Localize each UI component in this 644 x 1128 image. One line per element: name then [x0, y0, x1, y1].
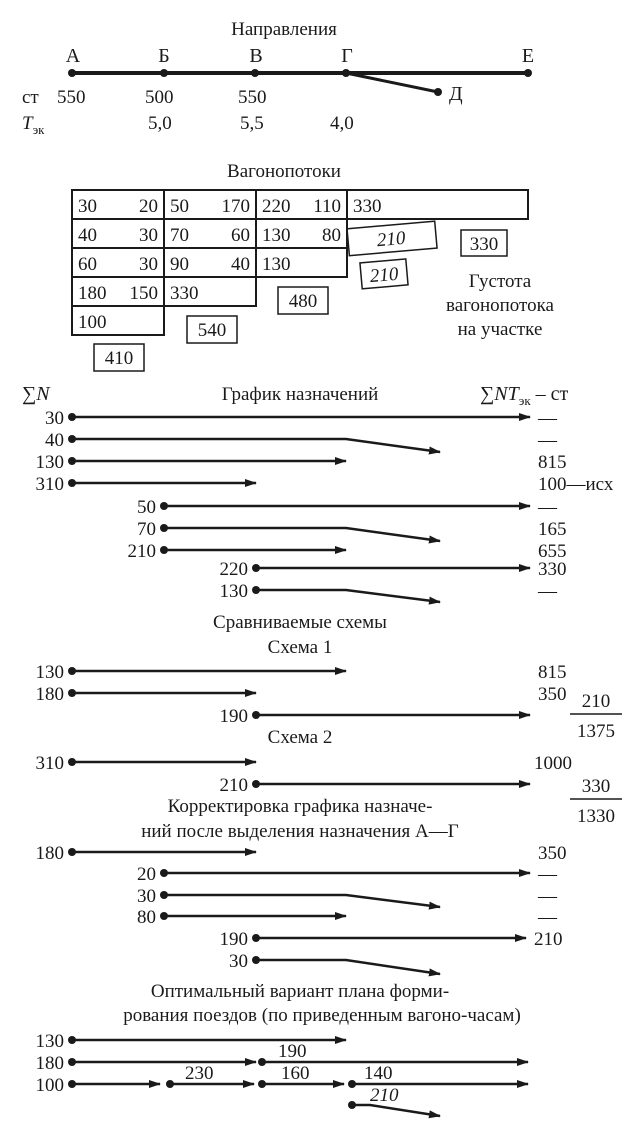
tilted-box-value: 210	[376, 227, 407, 252]
station-label-e: Е	[521, 45, 535, 67]
flow-count: 130	[35, 452, 64, 473]
sum-n-header	[22, 383, 51, 405]
segment-label: 190	[278, 1041, 307, 1062]
compare-section	[36, 612, 623, 827]
flow-count: 190	[219, 929, 248, 950]
station-label-v: В	[249, 45, 263, 67]
flows-title: Вагонопотоки	[227, 161, 341, 182]
sum-nt-header	[480, 383, 569, 408]
nt-symbol: NT	[494, 383, 519, 405]
result-value: 655	[538, 541, 567, 562]
correction-section	[36, 796, 567, 974]
flow-density-value: 410	[104, 348, 134, 369]
flow-density-value: 330	[469, 234, 499, 255]
flow-count: 100	[35, 1075, 64, 1096]
station-label-d: Д	[449, 83, 463, 105]
station-node-v	[251, 69, 259, 77]
result-value: —	[538, 497, 557, 518]
t-value-v: 5,5	[240, 113, 264, 134]
optimal-section	[36, 981, 529, 1116]
assignment-arrow	[164, 895, 440, 907]
flow-value: 30	[139, 225, 158, 246]
segment-label: 210	[370, 1085, 399, 1106]
result-value: 815	[538, 662, 567, 683]
flow-count: 180	[35, 843, 64, 864]
result-value: 210	[534, 929, 563, 950]
flow-value: 80	[322, 225, 341, 246]
flow-count: 210	[127, 541, 156, 562]
flow-value: 170	[221, 196, 250, 217]
scheme2-title: Схема 2	[267, 727, 333, 748]
station-label-a: А	[65, 45, 81, 67]
density-caption-line: вагонопотока	[446, 295, 554, 316]
flow-value: 220	[262, 196, 291, 217]
nt-subscript: эк	[518, 393, 531, 408]
flow-count: 190	[219, 706, 248, 727]
assignment-arrow	[164, 528, 440, 541]
station-node-g	[342, 69, 350, 77]
flow-value: 130	[262, 225, 291, 246]
result-value: 100—исх	[538, 474, 614, 495]
sum-sign: ∑	[480, 383, 495, 405]
segment-label: 230	[185, 1063, 214, 1084]
station-label-g: Г	[341, 45, 353, 67]
sum-sign: ∑	[22, 383, 37, 405]
flow-value: 40	[78, 225, 97, 246]
assignment-arrow	[72, 439, 440, 452]
station-node-a	[68, 69, 76, 77]
correction-title-line: ний после выделения назначения А—Г	[141, 821, 459, 842]
branch-line	[346, 73, 438, 92]
correction-title-line: Корректировка графика назначе-	[167, 796, 433, 817]
t-subscript: эк	[32, 122, 45, 137]
flow-value: 90	[170, 254, 189, 275]
result-value: —	[538, 907, 557, 928]
t-value-g: 4,0	[330, 113, 354, 134]
flow-value: 60	[78, 254, 97, 275]
flows-section	[72, 161, 555, 371]
flow-density-value: 540	[197, 320, 227, 341]
fraction-numerator: 210	[581, 691, 611, 712]
st-row-label: ст	[22, 87, 39, 108]
flow-count: 70	[137, 519, 156, 540]
flow-value: 100	[78, 312, 107, 333]
density-caption-line: Густота	[468, 271, 532, 292]
result-value: 350	[538, 684, 567, 705]
t-symbol: T	[22, 113, 33, 134]
flow-count: 50	[137, 497, 156, 518]
flow-count: 180	[35, 1053, 64, 1074]
flow-value: 30	[78, 196, 97, 217]
station-node-b	[160, 69, 168, 77]
st-value-a: 550	[57, 87, 86, 108]
flow-value: 330	[170, 283, 199, 304]
flow-value: 70	[170, 225, 189, 246]
st-value-b: 500	[145, 87, 174, 108]
result-value: —	[538, 430, 557, 451]
flow-value: 50	[170, 196, 189, 217]
result-value: 1000	[534, 753, 572, 774]
flow-count: 220	[219, 559, 248, 580]
station-node-d	[434, 88, 442, 96]
tilted-box-value: 210	[369, 263, 400, 288]
flow-value: 150	[129, 283, 158, 304]
result-value: —	[538, 581, 557, 602]
schedule-section	[22, 383, 614, 602]
t-value-b: 5,0	[148, 113, 172, 134]
result-value: 330	[538, 559, 567, 580]
flow-value: 130	[262, 254, 291, 275]
st-value-v: 550	[238, 87, 267, 108]
t-row-label	[22, 113, 45, 137]
result-value: 165	[538, 519, 567, 540]
optimal-title-line: Оптимальный вариант плана форми-	[150, 981, 450, 1002]
flow-value: 110	[313, 196, 341, 217]
flow-count: 30	[137, 886, 156, 907]
flow-count: 130	[35, 1031, 64, 1052]
flow-density-value: 480	[288, 291, 318, 312]
fraction-denominator: 1375	[577, 721, 615, 742]
compare-title: Сравниваемые схемы	[213, 612, 387, 633]
flow-value: 60	[231, 225, 250, 246]
flow-count: 210	[219, 775, 248, 796]
result-value: —	[538, 886, 557, 907]
scheme1-title: Схема 1	[267, 637, 333, 658]
fraction-denominator: 1330	[577, 806, 615, 827]
directions-section	[22, 19, 534, 137]
segment-label: 140	[364, 1063, 393, 1084]
flow-count: 40	[45, 430, 64, 451]
schedule-title: График назначений	[221, 384, 379, 405]
flow-value: 180	[78, 283, 107, 304]
assignment-arrow	[352, 1105, 440, 1116]
assignment-arrow	[256, 960, 440, 974]
assignment-arrow	[256, 590, 440, 602]
flow-count: 20	[137, 864, 156, 885]
result-value: —	[538, 864, 557, 885]
result-value: 350	[538, 843, 567, 864]
flow-value: 40	[231, 254, 250, 275]
result-value: 815	[538, 452, 567, 473]
station-label-b: Б	[158, 45, 170, 67]
flow-value: 20	[139, 196, 158, 217]
flow-value: 330	[353, 196, 382, 217]
segment-label: 160	[281, 1063, 310, 1084]
flow-value: 30	[139, 254, 158, 275]
station-node-e	[524, 69, 532, 77]
tilted-flow-box	[360, 259, 408, 289]
flow-count: 310	[35, 474, 64, 495]
flow-count: 30	[229, 951, 248, 972]
density-caption-line: на участке	[457, 319, 543, 340]
nt-tail: – ст	[530, 383, 569, 405]
schedule-rows	[36, 408, 614, 602]
flow-count: 130	[35, 662, 64, 683]
result-value: —	[538, 408, 557, 429]
optimal-title-line: рования поездов (по приведенным вагоно-часам)	[123, 1005, 521, 1026]
fraction-numerator: 330	[581, 776, 611, 797]
flow-count: 130	[219, 581, 248, 602]
flow-count: 180	[35, 684, 64, 705]
flow-count: 30	[45, 408, 64, 429]
directions-title: Направления	[231, 19, 337, 40]
flow-count: 310	[35, 753, 64, 774]
tilted-flow-box	[347, 221, 437, 256]
n-symbol: N	[36, 383, 50, 405]
flow-count: 80	[137, 907, 156, 928]
